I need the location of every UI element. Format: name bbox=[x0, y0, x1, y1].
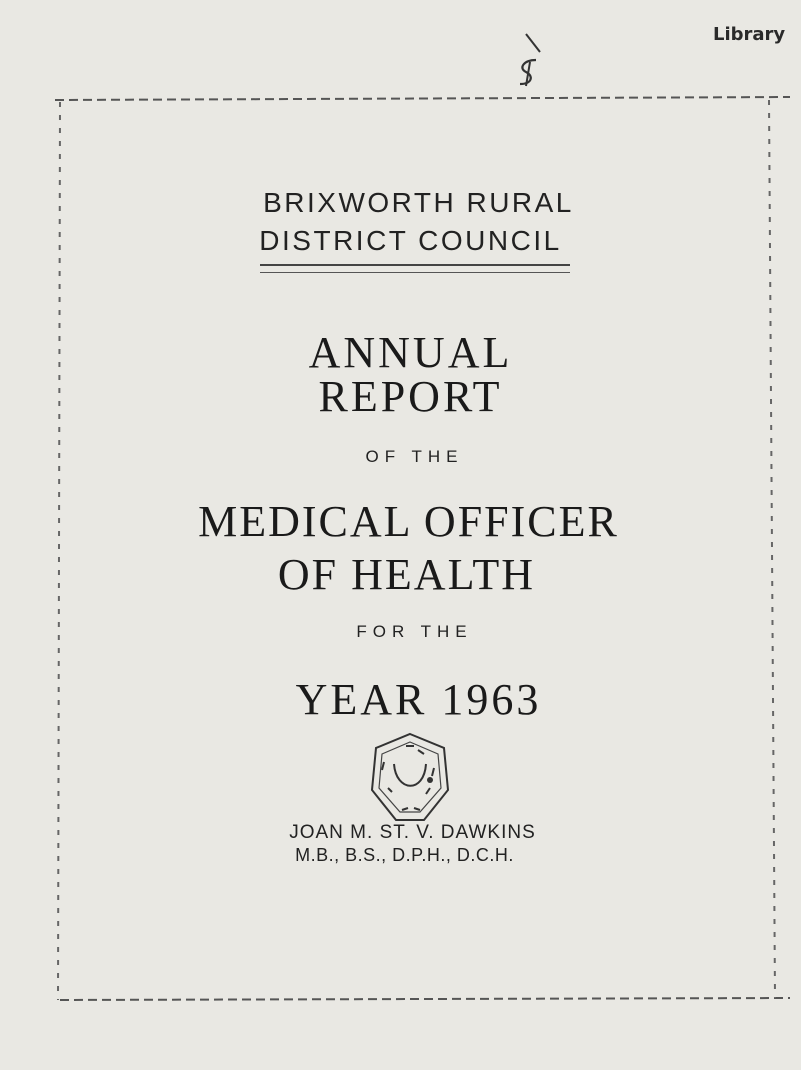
title-medical-officer: MEDICAL OFFICER bbox=[198, 497, 619, 546]
title-of-the: OF THE bbox=[365, 447, 464, 466]
author-qualifications: M.B., B.S., D.P.H., D.C.H. bbox=[295, 845, 514, 865]
handwritten-mark-icon bbox=[496, 30, 556, 88]
library-stamp: Library bbox=[713, 24, 786, 45]
author-name: JOAN M. ST. V. DAWKINS bbox=[289, 822, 536, 843]
council-seal-icon bbox=[360, 728, 460, 826]
title-annual: ANNUAL bbox=[308, 328, 513, 377]
title-year: YEAR 1963 bbox=[295, 675, 542, 724]
council-name-line-1: BRIXWORTH RURAL bbox=[263, 187, 574, 218]
council-name-line-2: DISTRICT COUNCIL bbox=[259, 225, 562, 256]
title-for-the: FOR THE bbox=[356, 622, 473, 641]
title-divider bbox=[260, 264, 570, 273]
title-of-health: OF HEALTH bbox=[277, 550, 536, 599]
title-report: REPORT bbox=[318, 372, 503, 421]
